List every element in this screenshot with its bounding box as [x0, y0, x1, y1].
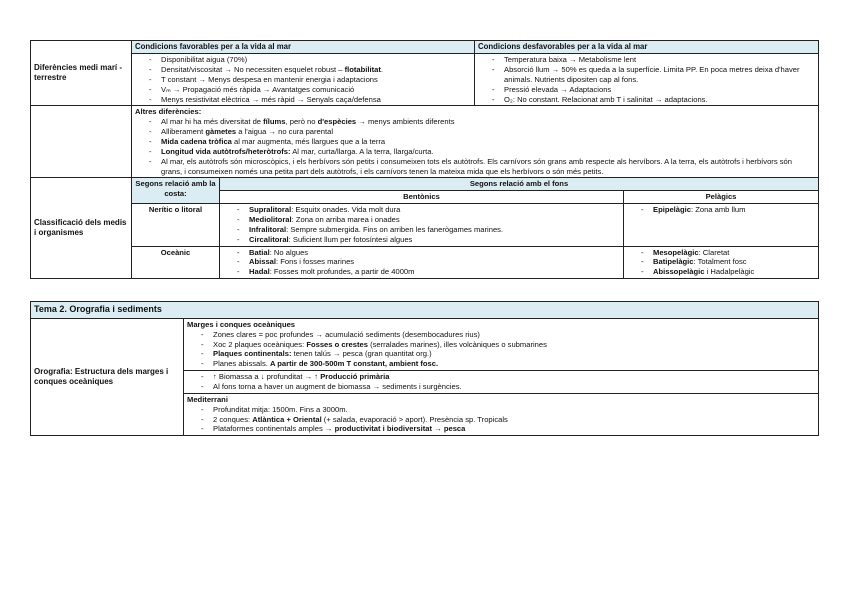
list-item: - Alliberament gàmetes a l'aigua → no cura parental: [149, 127, 815, 137]
tema-header-row: [31, 302, 819, 319]
list-item: - Plaques continentals: tenen talús → pesca (gran quantitat org.): [201, 349, 815, 359]
list-item: - O₂: No constant. Relacionat amb T i salinitat → adaptacions.: [492, 95, 815, 105]
benthic-header: Bentònics: [220, 191, 624, 204]
margins-basins-title: Marges i conques oceàniques: [187, 319, 296, 329]
coast-relation-header: Segons relació amb la costa:: [132, 178, 220, 204]
list-item: - Absorció llum → 50% es queda a la superfície. Limita PP. En poca metres deixa d'haver animals. Nutrients dipositen cap al fons.: [492, 65, 815, 85]
classification-table: [30, 177, 819, 279]
list-item: - Batipelàgic: Totalment fosc: [641, 257, 815, 267]
oceanic-row: [31, 246, 819, 279]
list-item: - ↑ Biomassa a ↓ profunditat → ↑ Producció primària: [201, 372, 815, 382]
list-item: - Xoc 2 plaques oceàniques: Fosses o crestes (serralades marines), illes volcàniques o submarines: [201, 340, 815, 350]
list-item: - T constant → Menys despesa en mantenir energia i adaptacions: [149, 75, 471, 85]
biomass-cell: [184, 371, 819, 394]
classification-header-row: [31, 178, 819, 191]
list-item: - Batial: No algues: [237, 248, 620, 258]
oceanic-pelagic-cell: [624, 246, 819, 279]
list-item: - Densitat/viscositat → No necessiten esquelet robust – flotabilitat.: [149, 65, 471, 75]
list-item: - Temperatura baixa → Metabolisme lent: [492, 55, 815, 65]
list-item: - Mesopelàgic: Claretat: [641, 248, 815, 258]
list-item: - Longitud vida autòtrofs/heteròtrofs: Al mar, curta/llarga. A la terra, llarga/curta.: [149, 147, 815, 157]
list-item: - Abissopelàgic i Hadalpelàgic: [641, 267, 815, 277]
list-item: - Al fons torna a haver un augment de biomassa → sediments i surgències.: [201, 382, 815, 392]
list-item: - Disponibilitat aigua (70%): [149, 55, 471, 65]
list-item: - 2 conques: Atlàntica + Oriental (+ salada, evaporació > aport). Presència sp. Tropicals: [201, 415, 815, 425]
list-item: - Mediolitoral: Zona on arriba marea i onades: [237, 215, 620, 225]
list-item: - Circalitoral: Suficient llum per fotosíntesi algues: [237, 235, 620, 245]
row-label-orography: Orografia: Estructura dels marges i conques oceàniques: [31, 318, 184, 435]
unfavorable-conditions-list: [475, 54, 819, 106]
pelagic-header: Pelàgics: [624, 191, 819, 204]
marine-environment-table: [30, 40, 819, 178]
list-item: - Infralitoral: Sempre submergida. Fins on arriben les fanerògames marines.: [237, 225, 620, 235]
list-item: - Zones clares = poc profundes → acumulació sediments (desembocadures rius): [201, 330, 815, 340]
neritic-row: [31, 204, 819, 246]
row-differences-content: [31, 54, 819, 106]
orography-table: [30, 301, 819, 436]
document-page: [30, 40, 818, 436]
mediterranean-title: Mediterrani: [187, 394, 228, 404]
favorable-conditions-header: Condicions favorables per a la vida al mar: [132, 41, 475, 54]
list-item: - Abissal: Fons i fosses marines: [237, 257, 620, 267]
list-item: - Planes abissals. A partir de 300-500m T constant, ambient fosc.: [201, 359, 815, 369]
row-other-differences: [31, 106, 819, 178]
list-item: - Pressió elevada → Adaptacions: [492, 85, 815, 95]
unfavorable-conditions-header: Condicions desfavorables per a la vida al mar: [475, 41, 819, 54]
list-item: - Profunditat mitja: 1500m. Fins a 3000m.: [201, 405, 815, 415]
list-item: - Menys resistivitat elèctrica → més ràpid → Senyals caça/defensa: [149, 95, 471, 105]
row-label-empty: [31, 106, 132, 178]
neritic-pelagic-cell: [624, 204, 819, 246]
neritic-label: Nerític o litoral: [132, 204, 220, 246]
favorable-conditions-list: [132, 54, 475, 106]
list-item: - Mida cadena tròfica al mar augmenta, més llargues que a la terra: [149, 137, 815, 147]
oceanic-label: Oceànic: [132, 246, 220, 279]
bottom-relation-header: Segons relació amb el fons: [220, 178, 819, 191]
row-differences: [31, 41, 819, 54]
list-item: - Epipelàgic: Zona amb llum: [641, 205, 815, 215]
other-differences-title: Altres diferències:: [135, 107, 202, 117]
row-label-differences: Diferències medi marí - terrestre: [31, 41, 132, 106]
list-item: - Plataformes continentals amples → productivitat i biodiversitat → pesca: [201, 424, 815, 434]
orography-row-1: [31, 318, 819, 370]
section-title: Tema 2. Orografia i sediments: [31, 302, 819, 319]
margins-basins-cell: [184, 318, 819, 370]
neritic-benthic-cell: [220, 204, 624, 246]
row-label-classification: Classificació dels medis i organismes: [31, 178, 132, 279]
list-item: - Hadal: Fosses molt profundes, a partir de 4000m: [237, 267, 620, 277]
other-differences-cell: [132, 106, 819, 178]
section-gap: [30, 279, 818, 301]
list-item: - Al mar, els autòtrofs són microscòpics, i els herbívors són petits i consumeixen tots els autòtrofs. Els carnívors són grans amb respecte als hervíbors. A la terra, els autòtrofs i herbívors són grans, i consumeixen només una petita part dels autòtrofs, i els carnívors tenen la mateixa mida que els herbívors o són més petits.: [149, 157, 815, 177]
list-item: - Supralitoral: Esquitx onades. Vida molt dura: [237, 205, 620, 215]
oceanic-benthic-cell: [220, 246, 624, 279]
list-item: - Vₘ → Propagació més ràpida → Avantatges comunicació: [149, 85, 471, 95]
mediterranean-cell: [184, 393, 819, 435]
list-item: - Al mar hi ha més diversitat de fílums, però no d'espècies → menys ambients diferents: [149, 117, 815, 127]
